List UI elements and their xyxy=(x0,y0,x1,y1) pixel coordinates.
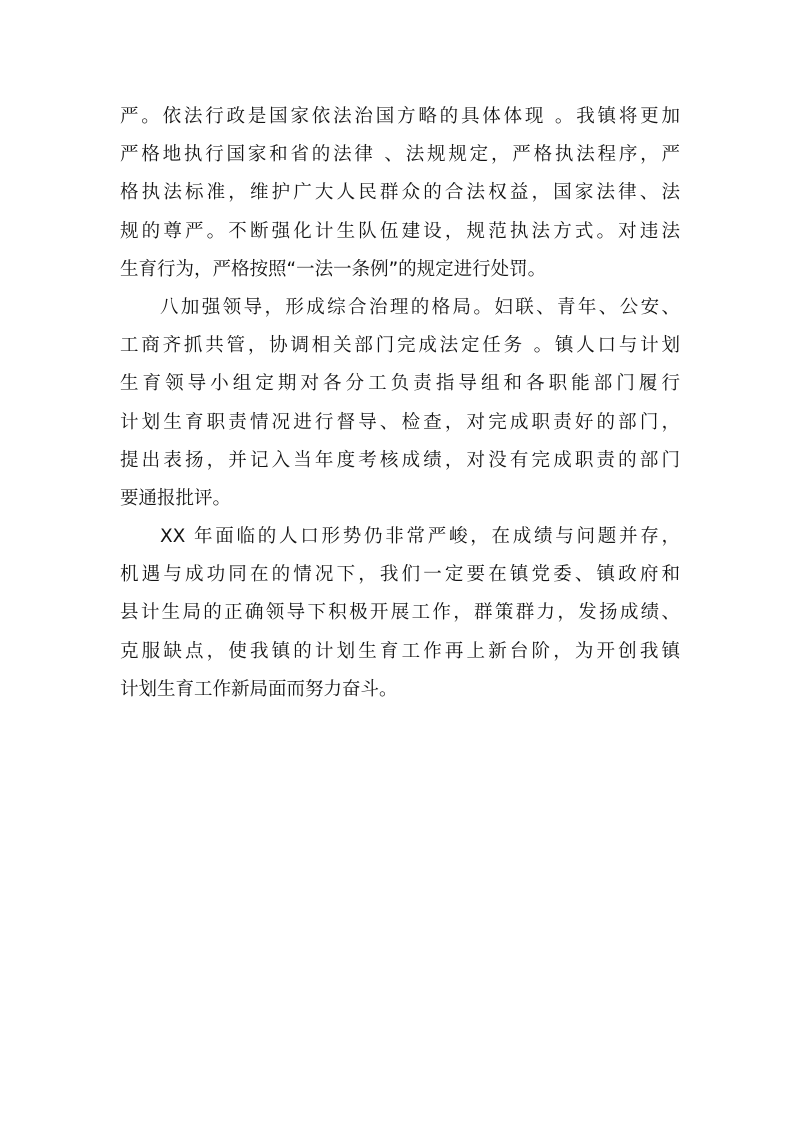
text-line: XX 年面临的人口形势仍非常严峻，在成绩与问题并存， xyxy=(160,526,680,548)
text-line: 要通报批评。 xyxy=(120,487,232,509)
text-line: 克服缺点，使我镇的计划生育工作再上新台阶，为开创我镇 xyxy=(120,640,680,662)
paragraph-law-enforcement xyxy=(120,98,680,289)
paragraph-outlook xyxy=(120,518,680,709)
text-line: 生育行为，严格按照“一法一条例”的规定进行处罚。 xyxy=(120,258,547,280)
text-line: 格执法标准，维护广大人民群众的合法权益，国家法律、法 xyxy=(120,182,680,204)
text-line: 规的尊严。不断强化计生队伍建设，规范执法方式。对违法 xyxy=(120,220,680,242)
text-line: 提出表扬，并记入当年度考核成绩，对没有完成职责的部门 xyxy=(120,449,680,471)
text-line: 严格地执行国家和省的法律 、法规规定，严格执法程序，严 xyxy=(120,144,680,166)
text-line: 县计生局的正确领导下积极开展工作，群策群力，发扬成绩、 xyxy=(120,602,680,624)
text-line: 工商齐抓共管，协调相关部门完成法定任务 。镇人口与计划 xyxy=(120,335,680,357)
text-line: 计划生育职责情况进行督导、检查，对完成职责好的部门， xyxy=(120,411,680,433)
text-line: 生育领导小组定期对各分工负责指导组和各职能部门履行 xyxy=(120,373,680,395)
text-line: 计划生育工作新局面而努力奋斗。 xyxy=(120,678,398,700)
document-body xyxy=(120,98,680,709)
text-line: 严。依法行政是国家依法治国方略的具体体现 。我镇将更加 xyxy=(120,106,680,127)
text-line: 机遇与成功同在的情况下，我们一定要在镇党委、镇政府和 xyxy=(120,564,680,586)
paragraph-strengthen-leadership xyxy=(120,289,680,518)
text-line: 八加强领导，形成综合治理的格局。妇联、青年、公安、 xyxy=(160,296,680,318)
